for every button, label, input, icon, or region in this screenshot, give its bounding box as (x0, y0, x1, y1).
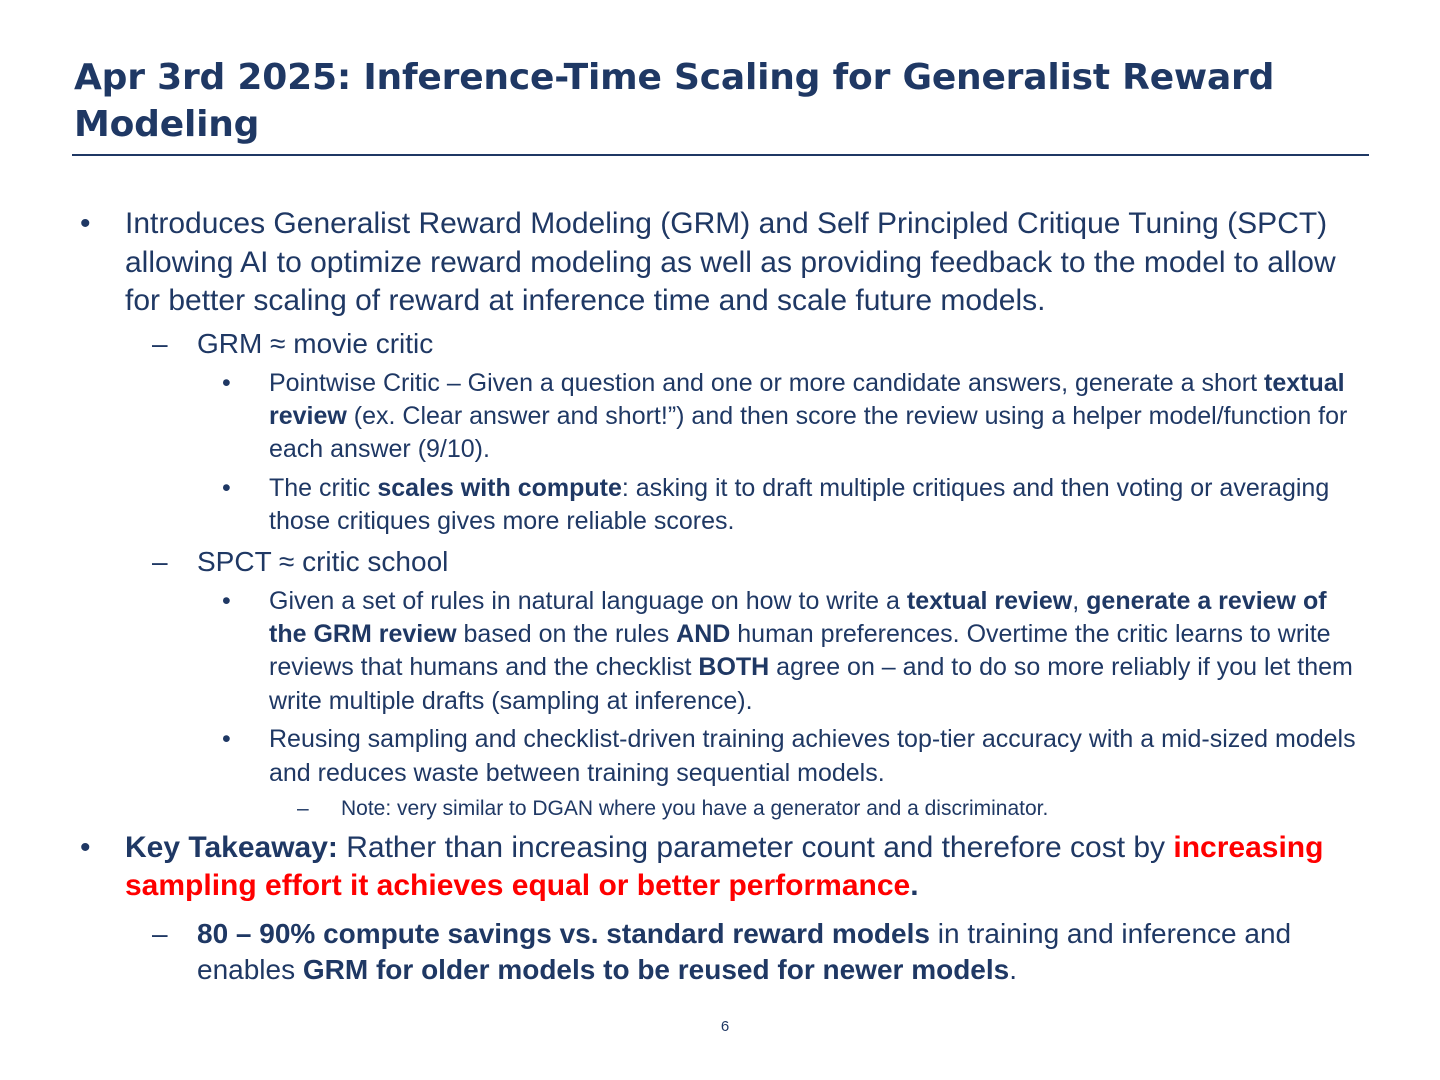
dash-marker: – (152, 545, 168, 577)
bullet-intro (0, 205, 1440, 321)
pointwise-text-1: Pointwise Critic – Given a question and one or more candidate answers, generate a short (269, 368, 1264, 397)
savings-bold-1: 80 – 90% compute savings vs. standard reward models (197, 917, 930, 949)
rules-bold-2: generate a review of the GRM review (269, 586, 1327, 648)
takeaway-period: . (910, 869, 919, 903)
rules-bold-1: textual review (906, 586, 1073, 615)
slide-title: Apr 3rd 2025: Inference-Time Scaling for Generalist Reward Modeling (74, 57, 1275, 145)
rules-text-5: agree on – and to do so more reliably if you let them write multiple drafts (sampling at inference). (269, 653, 1353, 715)
takeaway-text-1: Rather than increasing parameter count and therefore cost by (337, 830, 1174, 864)
sub-bullet-savings (0, 916, 1440, 988)
savings-text-1: in training and inference and enables (197, 917, 1292, 985)
reusing-text: Reusing sampling and checklist-driven training achieves top-tier accuracy with a mid-sized models and reduces waste between training sequential models. (269, 725, 1356, 787)
grm-pointwise-item (0, 367, 1440, 467)
page-number: 6 (720, 1018, 730, 1035)
pointwise-bold-1: textual review (269, 368, 1345, 430)
note-text: Note: very similar to DGAN where you have a generator and a discriminator. (341, 796, 1049, 820)
intro-text: Introduces Generalist Reward Modeling (GRM) and Self Principled Critique Tuning (SPCT) allowing AI to optimize reward modeling as well as providing feedback to the model to allow for better scaling of reward at inference time and scale future models. (125, 207, 1336, 317)
rules-text-4: human preferences. Overtime the critic learns to write reviews that humans and the checklist (269, 619, 1331, 682)
rules-text-1: Given a set of rules in natural language on how to write a (269, 586, 907, 615)
spct-rules-item (0, 585, 1440, 719)
grm-scales-item (0, 472, 1440, 539)
scales-text-2: : asking it to draft multiple critiques and then voting or averaging those critiques gives more reliable scores. (269, 473, 1330, 536)
scales-bold-1: scales with compute (377, 473, 622, 502)
bullet-marker: • (222, 368, 231, 397)
bullet-marker: • (80, 207, 91, 240)
rules-bold-4: BOTH (698, 653, 770, 682)
takeaway-label: Key Takeaway: (125, 830, 338, 864)
rules-text-3: based on the rules (456, 619, 677, 648)
bullet-marker: • (222, 725, 231, 754)
sub-bullet-spct (0, 544, 1440, 580)
bullet-key-takeaway (0, 829, 1440, 906)
dash-marker: – (297, 796, 309, 820)
sub-bullet-grm (0, 326, 1440, 362)
dash-marker: – (152, 917, 168, 949)
savings-text-2: . (1009, 953, 1017, 985)
bullet-marker: • (80, 830, 91, 864)
title-divider (72, 154, 1369, 156)
grm-heading: GRM ≈ movie critic (197, 327, 434, 359)
slide-body (0, 205, 1440, 988)
pointwise-text-2: (ex. Clear answer and short!”) and then score the review using a helper model/function for each answer (9/10). (269, 401, 1348, 464)
takeaway-highlight: increasing sampling effort it achieves equal or better performance (125, 830, 1324, 903)
savings-bold-2: GRM for older models to be reused for newer models (302, 953, 1010, 985)
bullet-marker: • (222, 586, 231, 615)
dash-marker: – (152, 327, 168, 359)
rules-bold-3: AND (676, 619, 731, 648)
spct-heading: SPCT ≈ critic school (197, 545, 449, 577)
scales-text-1: The critic (269, 473, 378, 502)
spct-note-item (0, 795, 1440, 823)
rules-text-2: , (1072, 586, 1087, 615)
bullet-marker: • (222, 473, 231, 502)
spct-reusing-item (0, 723, 1440, 790)
